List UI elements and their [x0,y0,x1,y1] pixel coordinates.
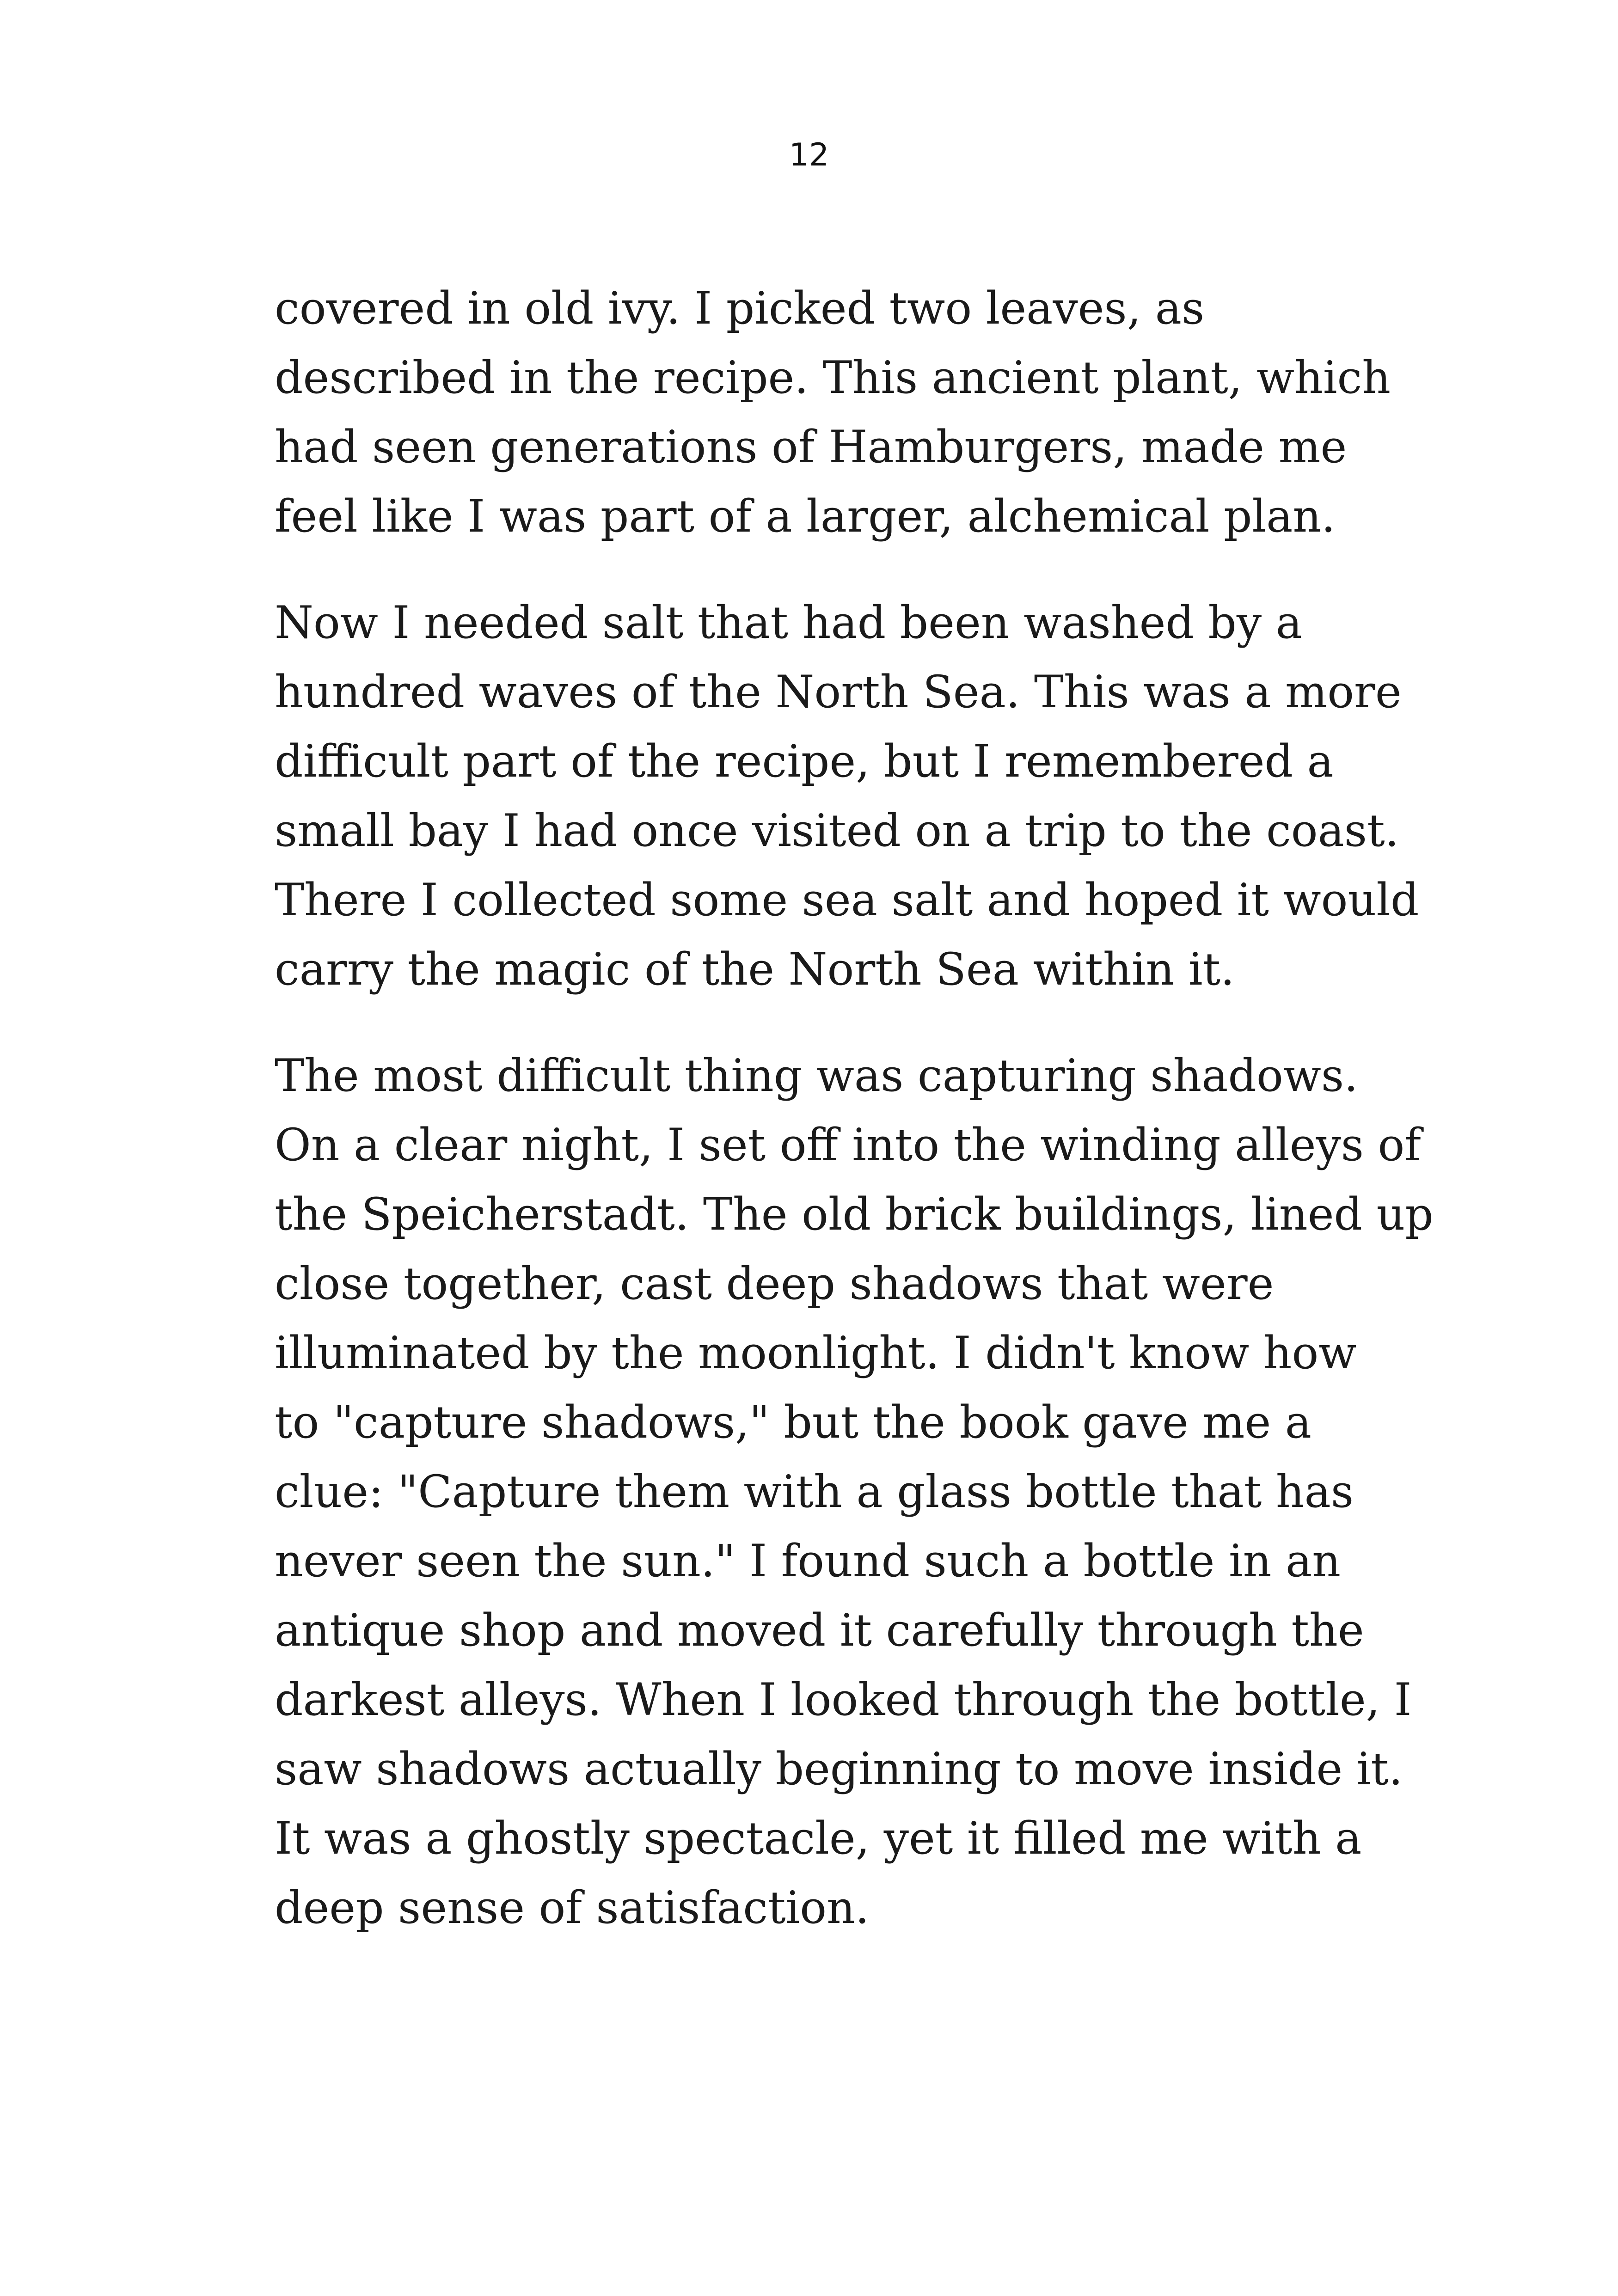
text-line: illuminated by the moonlight. I didn't know how [275,1327,1357,1379]
text-line: small bay I had once visited on a trip to the coast. [275,805,1399,857]
paragraph-2 [275,588,1419,1004]
text-line: antique shop and moved it carefully through the [275,1604,1364,1656]
text-line: clue: "Capture them with a glass bottle that has [275,1466,1354,1518]
text-line: difficult part of the recipe, but I remembered a [275,735,1334,787]
body-text [275,274,1434,1979]
text-line: There I collected some sea salt and hoped it would [275,874,1419,926]
text-line: close together, cast deep shadows that were [275,1258,1274,1310]
text-line: darkest alleys. When I looked through the bottle, I [275,1674,1412,1726]
text-line: The most difficult thing was capturing shadows. [275,1050,1358,1102]
text-line: Now I needed salt that had been washed by a [275,597,1302,649]
text-line: carry the magic of the North Sea within it. [275,943,1235,995]
text-line: never seen the sun." I found such a bottle in an [275,1535,1341,1587]
text-line: deep sense of satisfaction. [275,1882,870,1934]
text-line: On a clear night, I set off into the winding alleys of [275,1119,1421,1171]
text-line: hundred waves of the North Sea. This was a more [275,666,1402,718]
text-line: covered in old ivy. I picked two leaves, as [275,282,1205,334]
text-line: saw shadows actually beginning to move inside it. [275,1743,1403,1795]
text-line: feel like I was part of a larger, alchemical plan. [275,490,1336,542]
text-line: It was a ghostly spectacle, yet it filled me with a [275,1812,1362,1864]
text-line: the Speicherstadt. The old brick buildings, lined up [275,1188,1434,1240]
text-line: had seen generations of Hamburgers, made me [275,421,1347,473]
paragraph-3 [275,1041,1434,1942]
text-line: described in the recipe. This ancient plant, which [275,352,1391,404]
text-line: to "capture shadows," but the book gave me a [275,1396,1312,1448]
page-number: 12 [789,137,829,173]
paragraph-1 [275,274,1391,551]
